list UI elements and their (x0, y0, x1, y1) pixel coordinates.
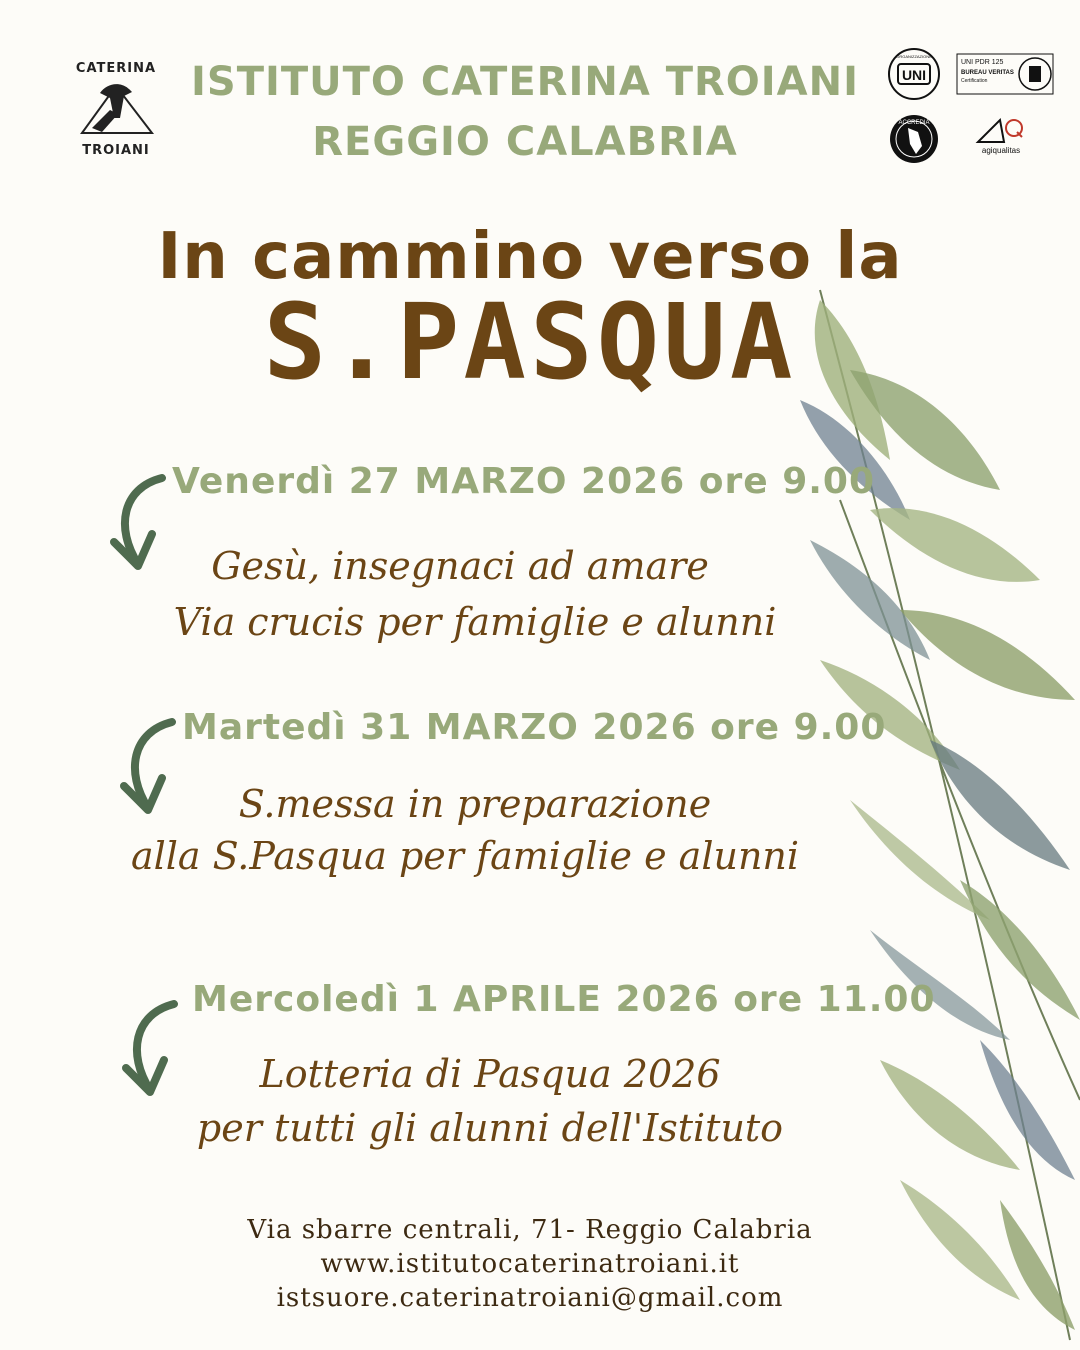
event-2-subtitle: alla S.Pasqua per famiglie e alunni (130, 834, 800, 878)
footer-website[interactable]: www.istitutocaterinatroiani.it (320, 1249, 740, 1279)
bureau-veritas-logo (955, 50, 1055, 100)
headline-line1: In cammino verso la (157, 220, 903, 294)
uni-certification-logo (886, 46, 942, 102)
agiqualitas-text: agiqualitas (981, 146, 1021, 155)
event-2-title: S.messa in preparazione (238, 782, 712, 826)
event-3-date: Mercoledì 1 APRILE 2026 ore 11.00 (192, 979, 936, 1020)
bv-line1: UNI PDR 125 (961, 59, 1004, 66)
accredia-logo-text: ACCREDIA (898, 120, 930, 126)
event-1-date: Venerdì 27 MARZO 2026 ore 9.00 (172, 461, 876, 502)
event-3-subtitle: per tutti gli alunni dell'Istituto (196, 1106, 784, 1150)
school-title (180, 52, 870, 172)
headline-line2: S.PASQUA (263, 281, 797, 403)
logo-top-text: CATERINA (75, 61, 157, 76)
uni-ring-text: ORGANIZZAZIONE (896, 54, 932, 59)
event-2-date: Martedì 31 MARZO 2026 ore 9.00 (182, 707, 887, 748)
agiqualitas-logo (970, 112, 1032, 162)
footer-email[interactable]: istsuore.caterinatroiani@gmail.com (276, 1283, 784, 1313)
bv-line2: BUREAU VERITAS (961, 70, 1014, 76)
school-title-line2: REGGIO CALABRIA (312, 119, 738, 165)
uni-logo-text: UNI (901, 67, 927, 83)
bv-line3: Certification (961, 78, 988, 84)
accredia-logo (888, 110, 940, 168)
event-3-title: Lotteria di Pasqua 2026 (259, 1052, 721, 1096)
logo-bottom-text: TROIANI (82, 143, 150, 158)
school-logo (62, 48, 170, 163)
olive-branch-illustration (780, 280, 1080, 1350)
event-1-subtitle: Via crucis per famiglie e alunni (173, 600, 777, 644)
footer-address: Via sbarre centrali, 71- Reggio Calabria (247, 1215, 813, 1245)
event-1-title: Gesù, insegnaci ad amare (211, 544, 709, 588)
school-title-line1: ISTITUTO CATERINA TROIANI (191, 59, 859, 105)
